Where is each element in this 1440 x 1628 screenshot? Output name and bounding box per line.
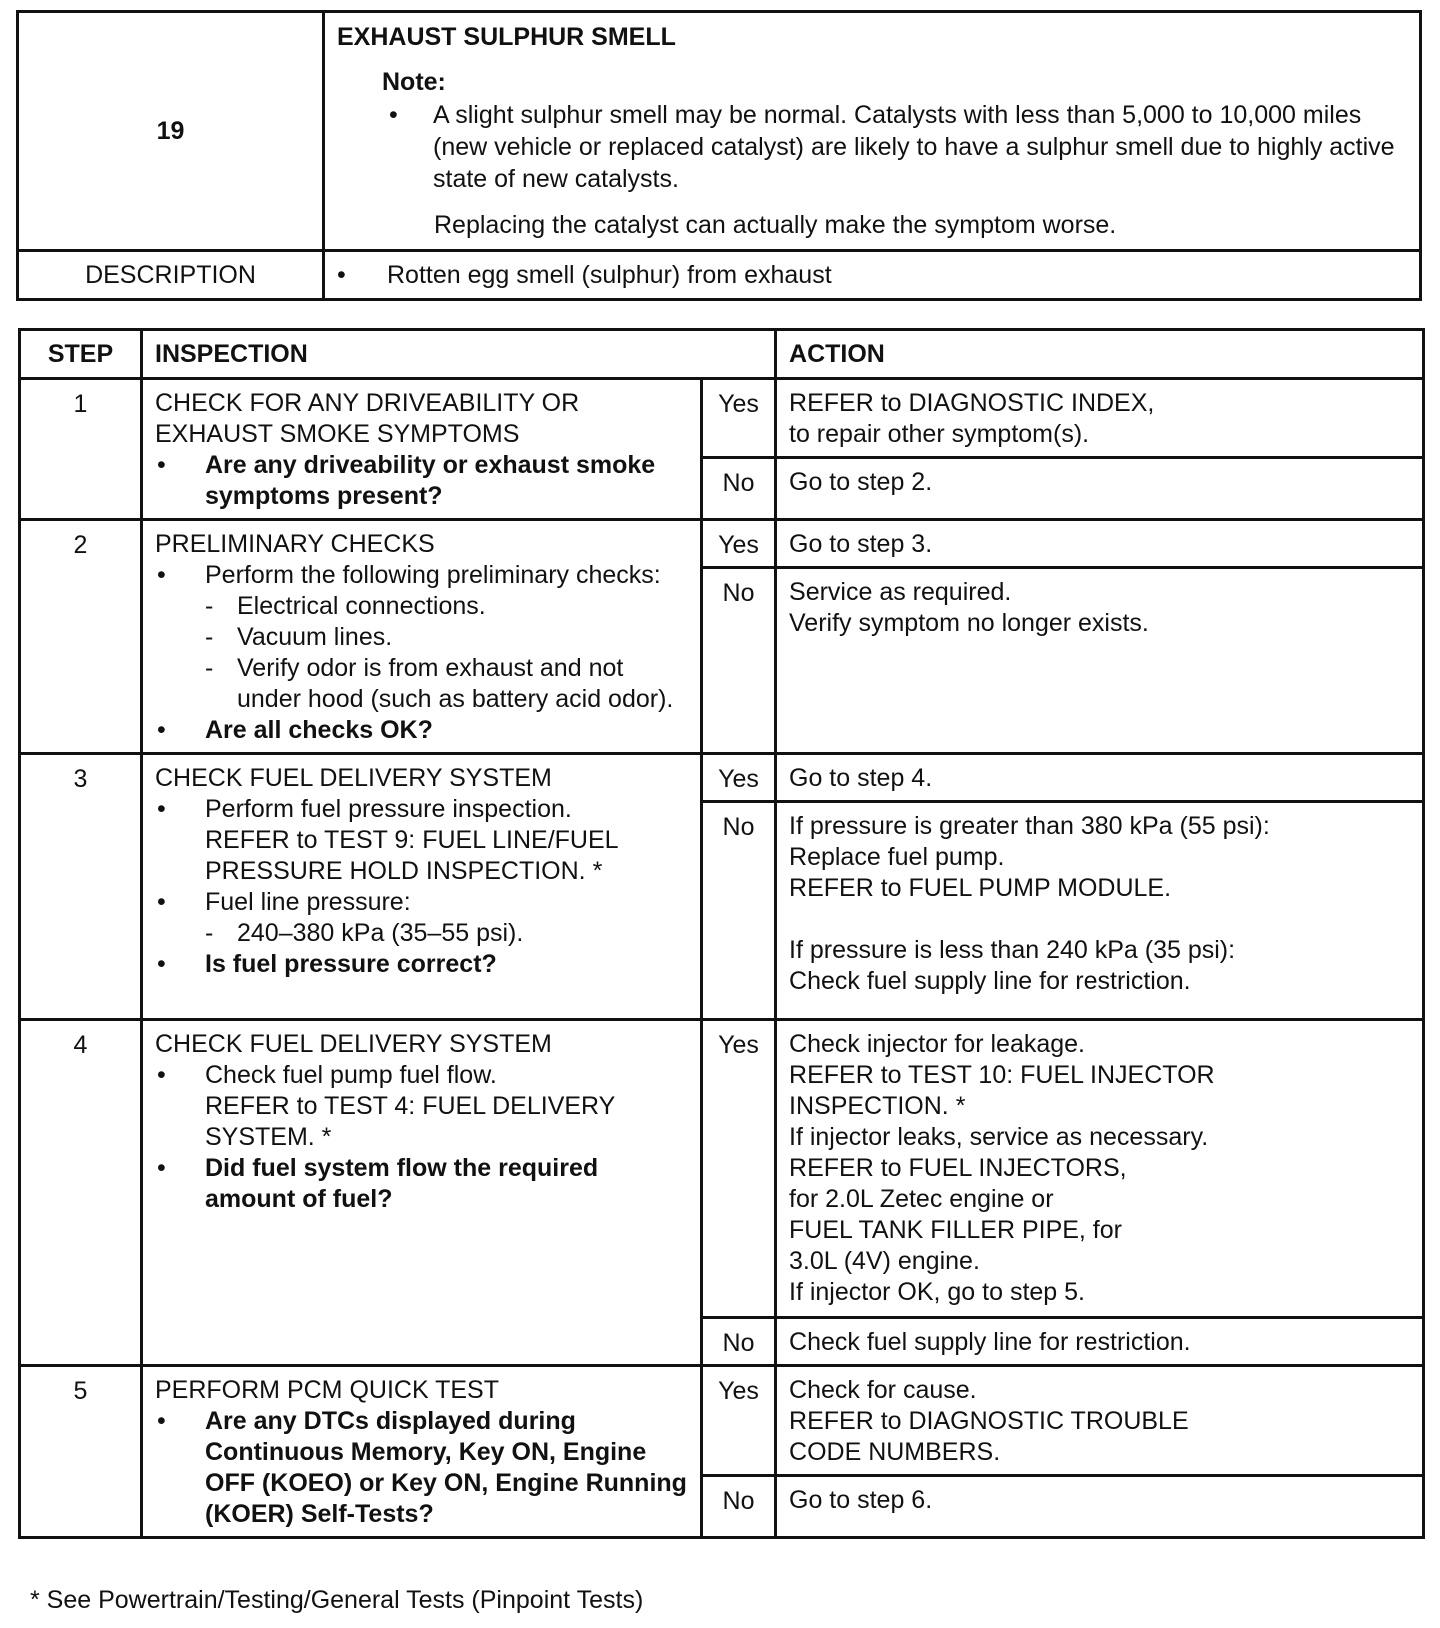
action-no-cell [776, 568, 1424, 754]
step-number: 4 [20, 1020, 142, 1366]
action-line: Check fuel supply line for restriction. [789, 967, 1191, 995]
action-line: REFER to DIAGNOSTIC TROUBLE [789, 1407, 1189, 1435]
action-line: If injector leaks, service as necessary. [789, 1123, 1209, 1151]
bullet-text-line: Check fuel pump fuel flow. [205, 1061, 497, 1089]
inspection-cell [142, 379, 702, 520]
bullet-icon: • [157, 950, 166, 978]
action-no-cell [776, 1476, 1424, 1538]
bullet-icon: • [157, 795, 166, 823]
inspection-title: CHECK FUEL DELIVERY SYSTEM [155, 764, 552, 792]
inspection-title: CHECK FOR ANY DRIVEABILITY OR EXHAUST SMOKE SYMPTOMS [155, 389, 580, 448]
bullet-icon: • [157, 561, 166, 589]
bullet-item [155, 1060, 690, 1153]
reference-text: REFER to TEST 4: FUEL DELIVERY SYSTEM. * [205, 1092, 615, 1151]
action-line: Go to step 3. [789, 530, 933, 558]
symptom-header-table [16, 10, 1422, 301]
dash-icon: - [205, 623, 214, 651]
symptom-number: 19 [18, 12, 324, 251]
note-bullet-text: A slight sulphur smell may be normal. Catalysts with less than 5,000 to 10,000 miles (new vehicle or replaced catalyst) are likely to have a sulphur smell due to highly active state of new catalysts. [433, 101, 1395, 193]
description-label: DESCRIPTION [18, 251, 324, 300]
note-label: Note: [382, 68, 446, 96]
sub-item [155, 653, 690, 715]
action-line: INSPECTION. * [789, 1092, 966, 1120]
question-item [155, 450, 690, 512]
yes-label: Yes [702, 379, 776, 458]
action-line: If pressure is greater than 380 kPa (55 psi): [789, 812, 1270, 840]
footnote: * See Powertrain/Testing/General Tests (Pinpoint Tests) [30, 1586, 644, 1614]
bullet-text: Perform the following preliminary checks: [205, 561, 661, 589]
sub-item [155, 918, 690, 949]
table-row [20, 1020, 1424, 1318]
inspection-question: Are any driveability or exhaust smoke symptoms present? [205, 451, 656, 510]
sub-item-text: 240–380 kPa (35–55 psi). [237, 919, 524, 947]
action-line: for 2.0L Zetec engine or [789, 1185, 1054, 1213]
inspection-cell [142, 520, 702, 754]
action-line: If injector OK, go to step 5. [789, 1278, 1085, 1306]
inspection-title: PRELIMINARY CHECKS [155, 530, 435, 558]
action-no-cell [776, 458, 1424, 520]
symptom-cell [324, 12, 1421, 251]
note-bullet-item [337, 99, 1405, 195]
no-label: No [702, 458, 776, 520]
yes-label: Yes [702, 1366, 776, 1476]
table-header-row [20, 330, 1424, 379]
action-line: CODE NUMBERS. [789, 1438, 1001, 1466]
bullet-item [155, 794, 690, 887]
bullet-icon: • [157, 716, 166, 744]
inspection-question: Are any DTCs displayed during Continuous Memory, Key ON, Engine OFF (KOEO) or Key ON, Engine Running (KOER) Self-Tests? [205, 1407, 687, 1528]
bullet-icon: • [389, 101, 398, 129]
action-line: Check for cause. [789, 1376, 977, 1404]
sub-item-text: Electrical connections. [237, 592, 486, 620]
action-no-cell [776, 802, 1424, 1020]
description-cell [324, 251, 1421, 300]
sub-item-text: Verify odor is from exhaust and not under hood (such as battery acid odor). [237, 654, 674, 713]
symptom-title: EXHAUST SULPHUR SMELL [337, 23, 676, 51]
action-yes-cell [776, 379, 1424, 458]
question-item [155, 949, 690, 980]
inspection-question: Is fuel pressure correct? [205, 950, 497, 978]
action-no-cell [776, 1318, 1424, 1366]
inspection-question: Did fuel system flow the required amount of fuel? [205, 1154, 599, 1213]
action-yes-cell [776, 1020, 1424, 1318]
action-column-header: ACTION [776, 330, 1424, 379]
bullet-text-line: Perform fuel pressure inspection. [205, 795, 572, 823]
diagnostic-steps-table [18, 328, 1425, 1539]
action-line: FUEL TANK FILLER PIPE, for [789, 1216, 1122, 1244]
action-yes-cell [776, 520, 1424, 568]
no-label: No [702, 802, 776, 1020]
bullet-icon: • [157, 1407, 166, 1435]
reference-text: REFER to TEST 9: FUEL LINE/FUEL PRESSURE HOLD INSPECTION. * [205, 826, 618, 885]
yes-label: Yes [702, 1020, 776, 1318]
action-line: Service as required. [789, 578, 1012, 606]
action-yes-cell [776, 1366, 1424, 1476]
action-line: REFER to TEST 10: FUEL INJECTOR [789, 1061, 1215, 1089]
action-line: Verify symptom no longer exists. [789, 609, 1149, 637]
no-label: No [702, 1476, 776, 1538]
bullet-icon: • [157, 1154, 166, 1182]
bullet-text: Fuel line pressure: [205, 888, 411, 916]
no-label: No [702, 1318, 776, 1366]
sub-item [155, 591, 690, 622]
bullet-icon: • [157, 1061, 166, 1089]
sub-item [155, 622, 690, 653]
action-line: REFER to FUEL INJECTORS, [789, 1154, 1127, 1182]
inspection-question: Are all checks OK? [205, 716, 433, 744]
action-line: Go to step 6. [789, 1486, 933, 1514]
table-row [20, 754, 1424, 802]
question-item [155, 715, 690, 746]
bullet-item [155, 560, 690, 591]
dash-icon: - [205, 654, 214, 682]
step-number: 3 [20, 754, 142, 1020]
step-number: 5 [20, 1366, 142, 1538]
yes-label: Yes [702, 520, 776, 568]
inspection-column-header: INSPECTION [142, 330, 776, 379]
action-line: REFER to DIAGNOSTIC INDEX, [789, 389, 1155, 417]
action-line: REFER to FUEL PUMP MODULE. [789, 874, 1172, 902]
bullet-icon: • [157, 888, 166, 916]
dash-icon: - [205, 919, 214, 947]
action-spacer [789, 904, 1412, 935]
inspection-cell [142, 1020, 702, 1366]
action-line: Go to step 4. [789, 764, 933, 792]
step-column-header: STEP [20, 330, 142, 379]
description-text: Rotten egg smell (sulphur) from exhaust [387, 261, 832, 289]
bullet-item [155, 887, 690, 918]
bullet-text [205, 1060, 690, 1153]
table-row [20, 1366, 1424, 1476]
step-number: 2 [20, 520, 142, 754]
description-item [337, 259, 1419, 291]
bullet-icon: • [337, 261, 346, 289]
dash-icon: - [205, 592, 214, 620]
action-line: Replace fuel pump. [789, 843, 1005, 871]
question-item [155, 1153, 690, 1215]
action-line: 3.0L (4V) engine. [789, 1247, 980, 1275]
action-line: Check fuel supply line for restriction. [789, 1328, 1191, 1356]
yes-label: Yes [702, 754, 776, 802]
sub-item-text: Vacuum lines. [237, 623, 393, 651]
inspection-title: CHECK FUEL DELIVERY SYSTEM [155, 1030, 552, 1058]
no-label: No [702, 568, 776, 754]
table-row [20, 379, 1424, 458]
bullet-text [205, 794, 690, 887]
step-number: 1 [20, 379, 142, 520]
note-paragraph: Replacing the catalyst can actually make the symptom worse. [434, 211, 1117, 239]
bullet-icon: • [157, 451, 166, 479]
inspection-cell [142, 754, 702, 1020]
table-row [20, 520, 1424, 568]
action-line: to repair other symptom(s). [789, 420, 1090, 448]
action-line: Go to step 2. [789, 468, 933, 496]
action-line: If pressure is less than 240 kPa (35 psi): [789, 936, 1236, 964]
action-yes-cell [776, 754, 1424, 802]
question-item [155, 1406, 690, 1530]
inspection-cell [142, 1366, 702, 1538]
inspection-title: PERFORM PCM QUICK TEST [155, 1376, 500, 1404]
action-line: Check injector for leakage. [789, 1030, 1085, 1058]
